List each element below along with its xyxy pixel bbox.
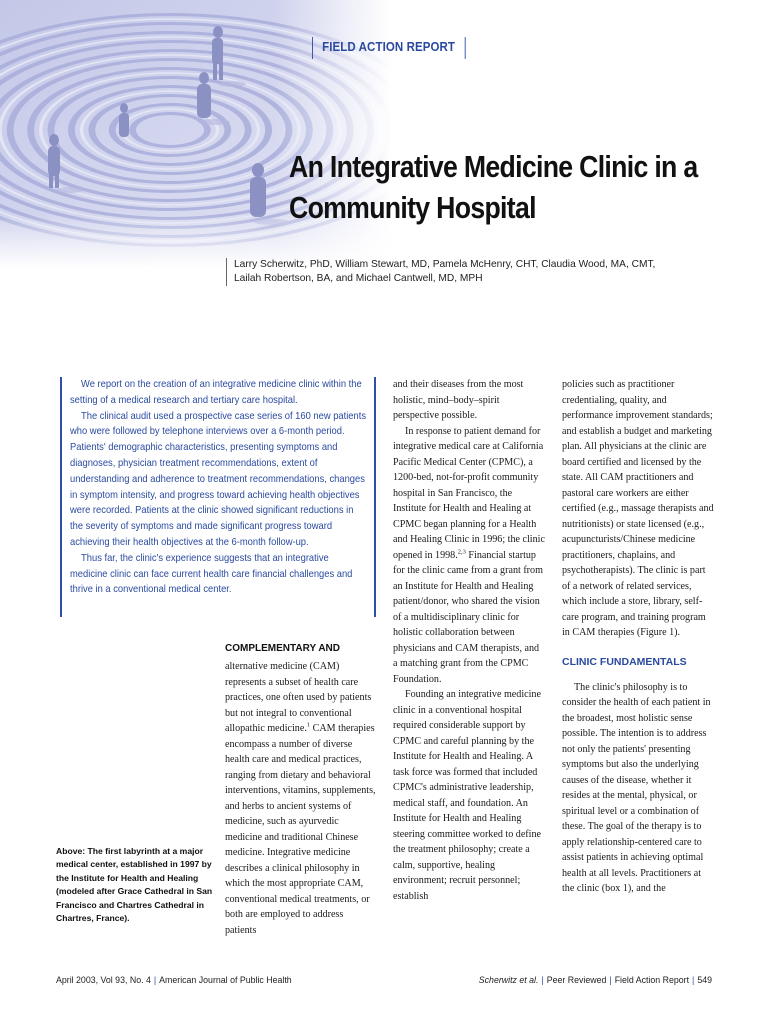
footer-separator: | bbox=[541, 975, 544, 985]
reference-marker: 1 bbox=[306, 721, 311, 729]
text-run: alternative medicine (CAM) represents a subset of health care practices, one often used by patients but not integral to conventional allopathic medicine. bbox=[225, 661, 372, 734]
body-column-2 bbox=[393, 377, 546, 904]
body-column-3 bbox=[562, 377, 714, 897]
body-paragraph: The clinic's philosophy is to consider the health of each patient in the broadest, most holistic sense possible. The intention is to address not only the patients' presenting symptoms but also the underlying causes of the disease, whether it resides at the mental, physical, or spiritual level or a combination of these. The goal of the therapy is to apply relationship-centered care to assist patients in achieving optimal health at all levels. Practitioners at the clinic (box 1), and the bbox=[562, 681, 711, 894]
footer-journal-info bbox=[56, 974, 292, 986]
section-label: FIELD ACTION REPORT bbox=[312, 37, 465, 59]
running-authors: Scherwitz et al. bbox=[478, 975, 539, 985]
section-heading-clinic-fundamentals: CLINIC FUNDAMENTALS bbox=[562, 655, 687, 668]
footer-separator: | bbox=[692, 975, 695, 985]
authors-line-1: Larry Scherwitz, PhD, William Stewart, MD, Pamela McHenry, CHT, Claudia Wood, MA, CMT, bbox=[234, 259, 656, 270]
text-run: In response to patient demand for integrative medical care at California Pacific Medical Center (CPMC), a 1200-bed, not-for-profit community hospital in San Francisco, the Institute for Health and Healing at CPMC began planning for a Health and Healing Clinic in 1996; the clinic opened in 1998. bbox=[393, 425, 545, 561]
section-heading-complementary: COMPLEMENTARY AND bbox=[225, 643, 340, 654]
abstract bbox=[60, 377, 376, 617]
title-line-1: An Integrative Medicine Clinic in a bbox=[289, 149, 698, 184]
body-paragraph bbox=[225, 659, 377, 938]
running-section: Field Action Report bbox=[614, 975, 690, 985]
text-run: Financial startup for the clinic came from a grant from an Institute for Health and Healing patient/donor, who shared the vision of a multidisciplinary clinic for holistic collaboration between physicians and CAM therapists, and a matching grant from the CPMC Foundation. bbox=[393, 549, 543, 685]
body-column-1 bbox=[225, 642, 377, 938]
journal-name: American Journal of Public Health bbox=[159, 975, 292, 985]
abstract-paragraph: The clinical audit used a prospective case series of 160 new patients who were followed by telephone interviews over a 6-month period. Patients' demographic characteristics, presenting symptoms and diagnoses, physician treatment recommendations, extent of understanding and adherence to treatment recommendations, changes in symptom intensity, and progress toward achieving health objectives were recorded. Patients at the clinic showed significant reductions in the severity of symptoms and made significant progress toward achieving their health objectives at the 6-month follow-up. bbox=[70, 410, 367, 548]
abstract-paragraph: Thus far, the clinic's experience suggests that an integrative medicine clinic can face current health care financial challenges and thrive in a conventional medical center. bbox=[70, 552, 353, 596]
authors-line-2: Lailah Robertson, BA, and Michael Cantwell, MD, MPH bbox=[234, 273, 483, 284]
author-list bbox=[226, 258, 666, 286]
body-paragraph bbox=[393, 424, 546, 688]
title-line-2: Community Hospital bbox=[289, 190, 536, 225]
text-run: CAM therapies encompass a number of diverse health care and medical practices, ranging from dietary and behavioral interventions, vitamins, supplements, and herbs to ancient systems of medicine, such as ayurvedic medicine and traditional Chinese medicine. Integrative medicine describes a clinical philosophy in which the most appropriate CAM, conventional medical treatments, or both are employed to address patients bbox=[225, 723, 376, 936]
page-number: 549 bbox=[697, 975, 712, 985]
issue-info: April 2003, Vol 93, No. 4 bbox=[56, 975, 151, 985]
footer-separator: | bbox=[153, 975, 157, 985]
body-paragraph: Founding an integrative medicine clinic in a conventional hospital required considerable support by CPMC and careful planning by the Institute for Health and Healing. A task force was formed that included CPMC's administrative leadership, medical staff, and foundation. An Institute for Health and Healing steering committee worked to define the treatment philosophy; create a calm, supportive, healing environment; recruit personnel; establish bbox=[393, 689, 541, 902]
reference-marker: 2,3 bbox=[457, 548, 466, 556]
body-paragraph: policies such as practitioner credentialing, quality, and performance improvement standards; and establish a budget and marketing plan. All physicians at the clinic are board certified and licensed by the state. All CAM practitioners and pastoral care workers are either certified (e.g., massage therapists and nutritionists) or state licensed (e.g., acupuncturists/Chinese medicine practitioners, chaplains, and psychotherapists). The clinic is part of a network of related services, which include a store, library, self-care program, and training program in CAM therapies (Figure 1). bbox=[562, 379, 714, 638]
footer-separator: | bbox=[609, 975, 612, 985]
review-status: Peer Reviewed bbox=[546, 975, 607, 985]
footer-page-info bbox=[479, 974, 712, 986]
abstract-paragraph: We report on the creation of an integrative medicine clinic within the setting of a medical research and tertiary care hospital. bbox=[70, 379, 362, 406]
photo-caption: Above: The first labyrinth at a major medical center, established in 1997 by the Institute for Health and Healing (modeled after Grace Cathedral in San Francisco and Chartres Cathedral in Chartres, France). bbox=[56, 846, 213, 924]
article-title bbox=[289, 146, 736, 228]
body-paragraph: and their diseases from the most holistic, mind–body–spirit perspective possible. bbox=[393, 379, 524, 421]
